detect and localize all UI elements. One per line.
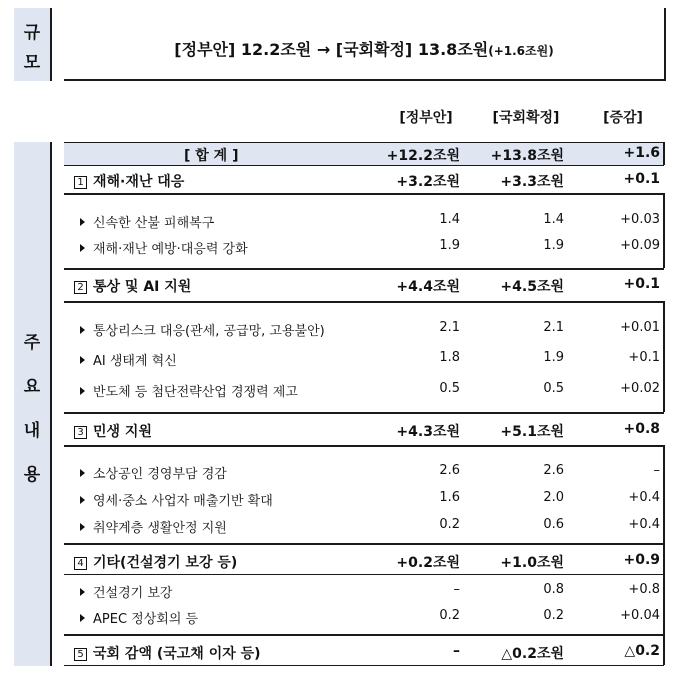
column-header-gov: [정부안] — [399, 110, 453, 126]
item-diff: +0.09 — [620, 238, 660, 253]
item-label: APEC 정상회의 등 — [93, 612, 199, 627]
triangle-bullet-icon — [80, 588, 85, 596]
section-title: 기타(건설경기 보강 등) — [93, 555, 238, 571]
right-border — [663, 543, 665, 634]
item-label: 재해·재난 예방·대응력 강화 — [93, 242, 248, 257]
section-number: 1 — [74, 176, 87, 189]
right-border — [663, 634, 665, 665]
scale-side-char: 규 — [23, 23, 41, 43]
main-side-char: 용 — [23, 465, 41, 485]
section-title: 재해·재난 대응 — [93, 174, 185, 190]
triangle-bullet-icon — [80, 523, 85, 531]
item-diff: – — [653, 463, 660, 478]
section-national: +1.0조원 — [500, 555, 564, 571]
triangle-bullet-icon — [80, 218, 85, 226]
item-national: 1.9 — [543, 238, 564, 253]
section-diff: +0.1 — [623, 276, 660, 292]
divider — [64, 412, 664, 414]
section-number: 4 — [74, 557, 87, 570]
item-label: AI 생태계 혁신 — [93, 354, 177, 369]
divider — [64, 193, 664, 195]
section-number: 5 — [74, 648, 87, 661]
section-title: 국회 감액 (국고채 이자 등) — [93, 646, 261, 662]
divider — [64, 268, 664, 270]
section-national: +5.1조원 — [500, 424, 564, 440]
item-national: 1.9 — [543, 350, 564, 365]
item-gov: 0.5 — [439, 381, 460, 396]
triangle-bullet-icon — [80, 614, 85, 622]
section-title: 민생 지원 — [93, 424, 152, 440]
total-band — [64, 142, 664, 165]
section-gov: +0.2조원 — [396, 555, 460, 571]
scale-summary — [64, 37, 664, 60]
right-border — [663, 301, 665, 412]
section-national: △0.2조원 — [501, 646, 564, 662]
item-national: 0.5 — [543, 381, 564, 396]
item-gov: 1.8 — [439, 350, 460, 365]
item-national: 0.6 — [543, 517, 564, 532]
item-gov: – — [453, 582, 460, 597]
triangle-bullet-icon — [80, 244, 85, 252]
main-side-char: 내 — [23, 421, 41, 441]
section-number: 3 — [74, 426, 87, 439]
section-gov: – — [453, 643, 460, 659]
triangle-bullet-icon — [80, 469, 85, 477]
total-label: [ 합 계 ] — [184, 148, 239, 164]
item-label: 신속한 산불 피해복구 — [93, 216, 215, 231]
item-gov: 0.2 — [439, 608, 460, 623]
item-gov: 2.6 — [439, 463, 460, 478]
section-number: 2 — [74, 281, 87, 294]
item-national: 0.8 — [543, 582, 564, 597]
item-national: 2.6 — [543, 463, 564, 478]
divider — [64, 574, 664, 575]
section-national: +4.5조원 — [500, 279, 564, 295]
divider — [64, 165, 664, 166]
divider — [64, 634, 664, 636]
triangle-bullet-icon — [80, 496, 85, 504]
scale-side-char: 모 — [23, 53, 41, 73]
divider — [64, 665, 664, 666]
item-label: 영세·중소 사업자 매출기반 확대 — [93, 494, 273, 509]
item-label: 소상공인 경영부담 경감 — [93, 467, 227, 482]
triangle-bullet-icon — [80, 326, 85, 334]
item-diff: +0.4 — [628, 517, 660, 532]
main-side-label — [14, 142, 52, 666]
total-gov: +12.2조원 — [386, 148, 460, 164]
scale-summary-diff: (+1.6조원) — [488, 44, 554, 58]
section-diff: △0.2 — [624, 643, 660, 659]
item-label: 취약계층 생활안정 지원 — [93, 521, 227, 536]
item-gov: 2.1 — [439, 320, 460, 335]
column-header-diff: [증감] — [603, 110, 643, 126]
scale-summary-text: [정부안] 12.2조원 → [국회확정] 13.8조원 — [174, 40, 489, 59]
right-border — [663, 193, 665, 268]
divider — [64, 301, 664, 303]
total-diff: +1.6 — [623, 145, 660, 161]
item-national: 0.2 — [543, 608, 564, 623]
divider — [64, 445, 664, 447]
item-national: 2.0 — [543, 490, 564, 505]
item-diff: +0.02 — [620, 381, 660, 396]
item-gov: 1.6 — [439, 490, 460, 505]
item-national: 1.4 — [543, 212, 564, 227]
total-national: +13.8조원 — [490, 148, 564, 164]
main-side-char: 주 — [23, 333, 41, 353]
item-gov: 1.9 — [439, 238, 460, 253]
section-gov: +4.4조원 — [396, 279, 460, 295]
item-diff: +0.04 — [620, 608, 660, 623]
item-national: 2.1 — [543, 320, 564, 335]
item-diff: +0.01 — [620, 320, 660, 335]
right-border — [663, 142, 665, 165]
section-diff: +0.1 — [623, 171, 660, 187]
scale-side-label — [14, 8, 52, 81]
item-diff: +0.4 — [628, 490, 660, 505]
triangle-bullet-icon — [80, 356, 85, 364]
section-diff: +0.9 — [623, 552, 660, 568]
section-title: 통상 및 AI 지원 — [93, 279, 192, 295]
section-diff: +0.8 — [623, 421, 660, 437]
divider — [64, 543, 664, 545]
main-side-char: 요 — [23, 377, 41, 397]
item-gov: 0.2 — [439, 517, 460, 532]
triangle-bullet-icon — [80, 387, 85, 395]
right-border — [663, 445, 665, 543]
section-national: +3.3조원 — [500, 174, 564, 190]
item-gov: 1.4 — [439, 212, 460, 227]
item-label: 통상리스크 대응(관세, 공급망, 고용불안) — [93, 324, 325, 339]
column-header-national: [국회확정] — [492, 110, 560, 126]
section-gov: +4.3조원 — [396, 424, 460, 440]
item-diff: +0.03 — [620, 212, 660, 227]
item-diff: +0.1 — [628, 350, 660, 365]
item-diff: +0.8 — [628, 582, 660, 597]
item-label: 반도체 등 첨단전략산업 경쟁력 제고 — [93, 385, 298, 400]
item-label: 건설경기 보강 — [93, 586, 173, 601]
section-gov: +3.2조원 — [396, 174, 460, 190]
